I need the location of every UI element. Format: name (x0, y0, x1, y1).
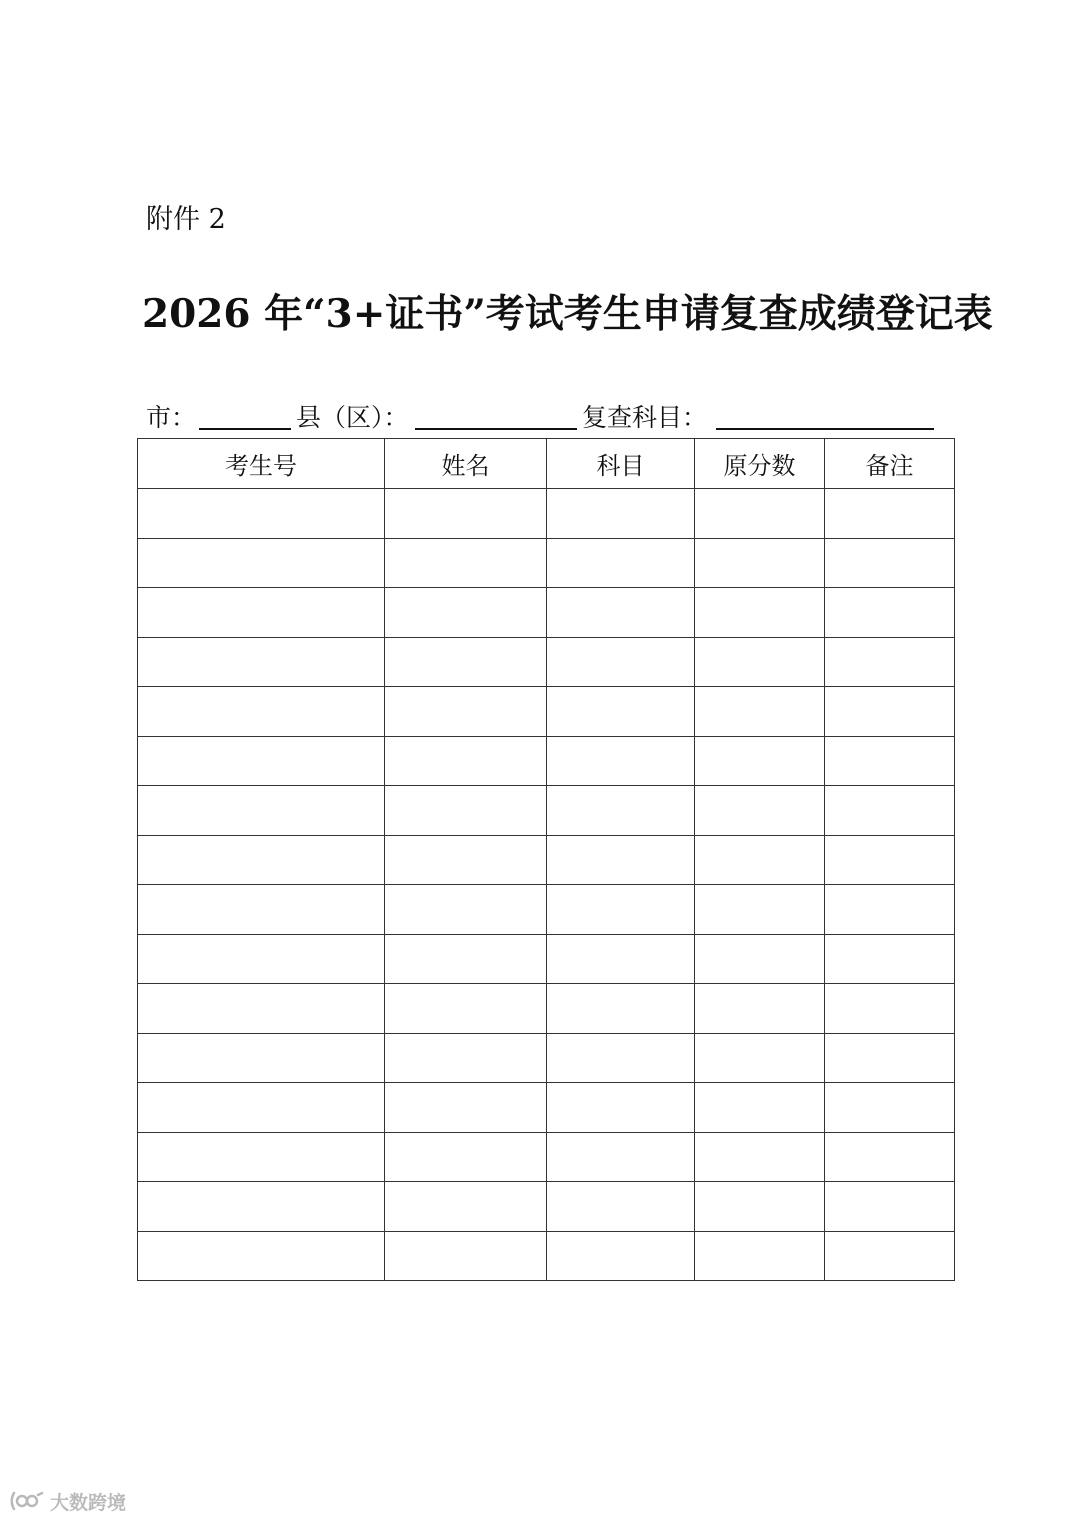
subject-cell[interactable] (547, 835, 695, 885)
original-score-cell[interactable] (695, 489, 825, 539)
subject-cell[interactable] (547, 736, 695, 786)
city-blank (199, 428, 291, 430)
table-row (138, 736, 955, 786)
name-cell[interactable] (385, 489, 547, 539)
remarks-cell[interactable] (825, 588, 955, 638)
table-row (138, 885, 955, 935)
table-row (138, 489, 955, 539)
exam-number-cell[interactable] (138, 1132, 385, 1182)
remarks-cell[interactable] (825, 736, 955, 786)
name-cell[interactable] (385, 1033, 547, 1083)
exam-number-cell[interactable] (138, 934, 385, 984)
exam-number-cell[interactable] (138, 786, 385, 836)
table-row (138, 1033, 955, 1083)
table-row (138, 538, 955, 588)
registration-table (137, 438, 955, 1281)
exam-number-cell[interactable] (138, 885, 385, 935)
original-score-cell[interactable] (695, 588, 825, 638)
remarks-cell[interactable] (825, 1182, 955, 1232)
remarks-cell[interactable] (825, 885, 955, 935)
subject-cell[interactable] (547, 637, 695, 687)
remarks-cell[interactable] (825, 984, 955, 1034)
remarks-cell[interactable] (825, 687, 955, 737)
table-row (138, 1182, 955, 1232)
subject-cell[interactable] (547, 1182, 695, 1232)
subject-blank (716, 428, 934, 430)
remarks-cell[interactable] (825, 489, 955, 539)
name-cell[interactable] (385, 736, 547, 786)
header-exam-number: 考生号 (138, 439, 385, 489)
subject-cell[interactable] (547, 1231, 695, 1281)
original-score-cell[interactable] (695, 538, 825, 588)
name-cell[interactable] (385, 835, 547, 885)
header-original-score: 原分数 (695, 439, 825, 489)
original-score-cell[interactable] (695, 1231, 825, 1281)
header-subject: 科目 (547, 439, 695, 489)
original-score-cell[interactable] (695, 736, 825, 786)
table-row (138, 637, 955, 687)
table-row (138, 1132, 955, 1182)
original-score-cell[interactable] (695, 786, 825, 836)
watermark (10, 1486, 126, 1516)
exam-number-cell[interactable] (138, 588, 385, 638)
exam-number-cell[interactable] (138, 1182, 385, 1232)
remarks-cell[interactable] (825, 1231, 955, 1281)
attachment-label: 附件 2 (146, 204, 226, 235)
exam-number-cell[interactable] (138, 637, 385, 687)
subject-cell[interactable] (547, 934, 695, 984)
remarks-cell[interactable] (825, 1083, 955, 1133)
name-cell[interactable] (385, 885, 547, 935)
subject-cell[interactable] (547, 588, 695, 638)
original-score-cell[interactable] (695, 637, 825, 687)
name-cell[interactable] (385, 637, 547, 687)
original-score-cell[interactable] (695, 1182, 825, 1232)
name-cell[interactable] (385, 1182, 547, 1232)
table-row (138, 934, 955, 984)
exam-number-cell[interactable] (138, 1033, 385, 1083)
county-label: 县（区）： (296, 403, 409, 432)
remarks-cell[interactable] (825, 1033, 955, 1083)
original-score-cell[interactable] (695, 934, 825, 984)
name-cell[interactable] (385, 588, 547, 638)
exam-number-cell[interactable] (138, 736, 385, 786)
remarks-cell[interactable] (825, 1132, 955, 1182)
subject-cell[interactable] (547, 1132, 695, 1182)
original-score-cell[interactable] (695, 1033, 825, 1083)
brand-logo-icon (10, 1489, 44, 1513)
remarks-cell[interactable] (825, 637, 955, 687)
subject-cell[interactable] (547, 687, 695, 737)
watermark-text: 大数跨境 (50, 1491, 127, 1514)
remarks-cell[interactable] (825, 835, 955, 885)
remarks-cell[interactable] (825, 934, 955, 984)
table-row (138, 786, 955, 836)
name-cell[interactable] (385, 786, 547, 836)
subject-cell[interactable] (547, 885, 695, 935)
name-cell[interactable] (385, 984, 547, 1034)
table-row (138, 1231, 955, 1281)
subject-cell[interactable] (547, 1083, 695, 1133)
table-row (138, 984, 955, 1034)
county-blank (415, 428, 577, 430)
table-row (138, 588, 955, 638)
header-remarks: 备注 (825, 439, 955, 489)
name-cell[interactable] (385, 1231, 547, 1281)
name-cell[interactable] (385, 687, 547, 737)
exam-number-cell[interactable] (138, 687, 385, 737)
name-cell[interactable] (385, 1132, 547, 1182)
name-cell[interactable] (385, 1083, 547, 1133)
original-score-cell[interactable] (695, 885, 825, 935)
exam-number-cell[interactable] (138, 984, 385, 1034)
subject-cell[interactable] (547, 1033, 695, 1083)
remarks-cell[interactable] (825, 538, 955, 588)
table-header-row (138, 439, 955, 489)
original-score-cell[interactable] (695, 984, 825, 1034)
form-fields-line (146, 398, 946, 438)
original-score-cell[interactable] (695, 835, 825, 885)
table-row (138, 835, 955, 885)
remarks-cell[interactable] (825, 786, 955, 836)
table-body (138, 489, 955, 1281)
table-row (138, 1083, 955, 1133)
page-title: 2026 年“3+证书”考试考生申请复查成绩登记表 (142, 291, 993, 337)
name-cell[interactable] (385, 934, 547, 984)
original-score-cell[interactable] (695, 1132, 825, 1182)
subject-label: 复查科目： (582, 403, 708, 432)
subject-cell[interactable] (547, 538, 695, 588)
name-cell[interactable] (385, 538, 547, 588)
original-score-cell[interactable] (695, 687, 825, 737)
exam-number-cell[interactable] (138, 489, 385, 539)
exam-number-cell[interactable] (138, 835, 385, 885)
subject-cell[interactable] (547, 489, 695, 539)
subject-cell[interactable] (547, 984, 695, 1034)
exam-number-cell[interactable] (138, 1083, 385, 1133)
city-label: 市： (146, 403, 197, 432)
exam-number-cell[interactable] (138, 538, 385, 588)
table-row (138, 687, 955, 737)
exam-number-cell[interactable] (138, 1231, 385, 1281)
header-name: 姓名 (385, 439, 547, 489)
subject-cell[interactable] (547, 786, 695, 836)
original-score-cell[interactable] (695, 1083, 825, 1133)
